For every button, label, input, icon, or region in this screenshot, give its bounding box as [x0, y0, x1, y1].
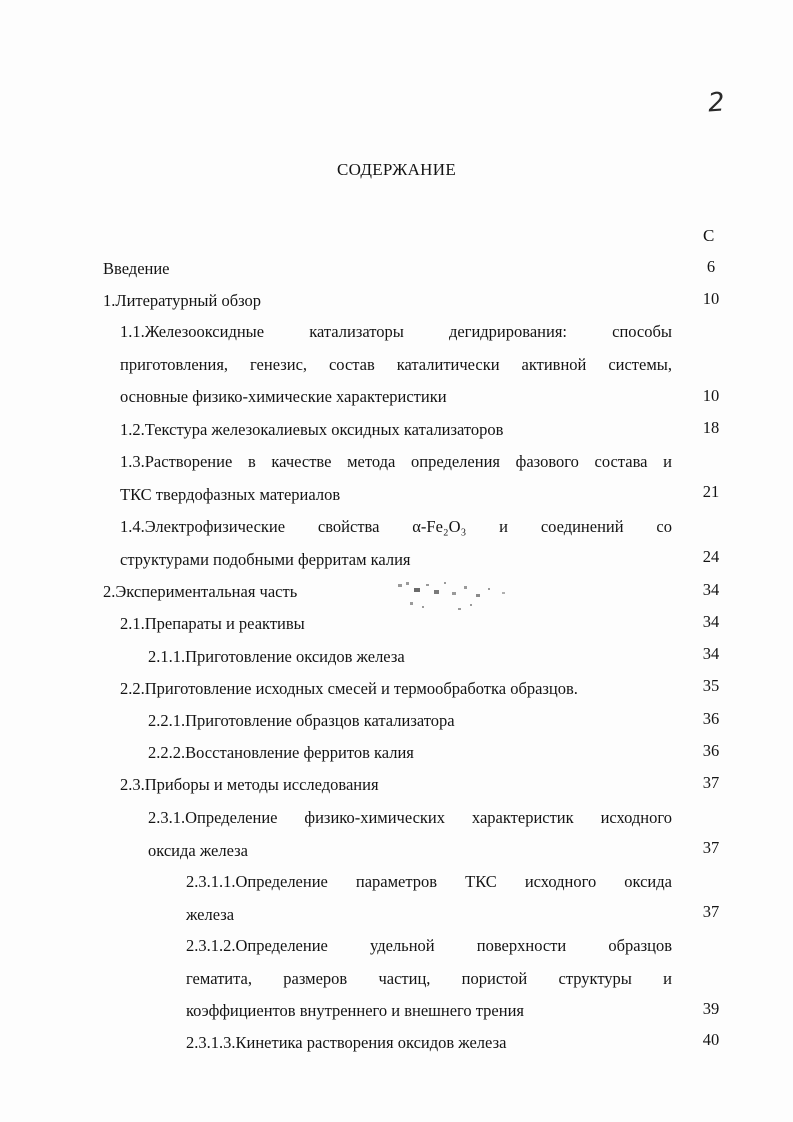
- toc-entry-text: 2.2.2.Восстановление ферритов калия: [148, 743, 414, 762]
- toc-entry-section-2-3-1-1: [186, 866, 672, 931]
- toc-entry-section-2-3-1-2: [186, 930, 672, 1028]
- toc-page-ref: 21: [702, 482, 720, 501]
- toc-page-ref: 40: [702, 1030, 720, 1049]
- toc-entry-text: 2.3.Приборы и методы исследования: [120, 775, 379, 794]
- toc-page-ref: 6: [706, 257, 716, 276]
- toc-page-ref: 34: [702, 612, 720, 631]
- toc-entry-section-1-2: [120, 414, 672, 447]
- toc-entry-section-1-4: [120, 511, 672, 576]
- toc-entry-section-2-3: [120, 769, 672, 802]
- toc-entry-chapter-2: [103, 576, 663, 609]
- toc-entry-text: 2.3.1.3.Кинетика растворения оксидов железа: [186, 1033, 507, 1052]
- toc-page-ref: 24: [702, 547, 720, 566]
- toc-entry-text: 1.Литературный обзор: [103, 291, 262, 310]
- toc-entry-text: ТКС твердофазных материалов: [120, 484, 341, 504]
- toc-entry-section-2-2-1: [148, 705, 672, 738]
- toc-entry-text: железа: [186, 904, 235, 924]
- toc-entry-section-2-2-2: [148, 737, 672, 770]
- toc-entry-section-2-3-1-3: [186, 1027, 672, 1060]
- page-column-header: С: [703, 226, 715, 245]
- toc-entry-text: гематита, размеров частиц, пористой структуры и: [186, 968, 672, 988]
- toc-entry-text: оксида железа: [148, 840, 248, 860]
- toc-page-ref: 34: [702, 580, 720, 599]
- toc-entry-text: 2.Экспериментальная часть: [103, 582, 298, 601]
- toc-entry-text: 1.3.Растворение в качестве метода определения фазового состава и: [120, 452, 672, 471]
- toc-page-ref: 37: [702, 773, 720, 792]
- toc-page-ref: 36: [702, 741, 720, 760]
- toc-entry-section-2-2: [120, 673, 672, 706]
- toc-entry-text: 2.2.1.Приготовление образцов катализатора: [148, 711, 455, 730]
- toc-page-ref: 10: [702, 289, 720, 308]
- toc-entry-chapter-1: [103, 285, 663, 318]
- toc-entry-text: основные физико-химические характеристики: [120, 387, 447, 406]
- toc-entry-section-2-1-1: [148, 641, 672, 674]
- toc-entry-text: 1.1.Железооксидные катализаторы дегидрирования: способы: [120, 322, 672, 341]
- toc-page-ref: 34: [702, 644, 720, 663]
- toc-entry-text: 2.3.1.Определение физико-химических характеристик исходного: [148, 808, 672, 827]
- toc-page-ref: 37: [702, 902, 720, 921]
- handwritten-page-number: 2: [706, 87, 726, 119]
- scan-speckles: [392, 578, 522, 618]
- toc-page-ref: 35: [702, 676, 720, 695]
- toc-entry-text: 2.2.Приготовление исходных смесей и термообработка образцов.: [120, 679, 578, 698]
- toc-entry-text: Введение: [103, 259, 170, 278]
- page-title: СОДЕРЖАНИЕ: [336, 160, 457, 179]
- toc-entry-section-2-3-1: [148, 802, 672, 867]
- toc-page-ref: 37: [702, 838, 720, 857]
- toc-entry-section-1-1: [120, 316, 672, 414]
- toc-entry-introduction: [103, 253, 663, 286]
- toc-entry-text: 1.4.Электрофизические свойства α-Fe₂O₃ и соединений со: [120, 517, 672, 536]
- toc-entry-text: 2.3.1.2.Определение удельной поверхности образцов: [186, 936, 672, 955]
- toc-entry-text: 2.1.1.Приготовление оксидов железа: [148, 647, 405, 666]
- toc-entry-text: 1.2.Текстура железокалиевых оксидных катализаторов: [120, 420, 504, 439]
- toc-entry-text: коэффициентов внутреннего и внешнего трения: [186, 1001, 525, 1020]
- toc-page-ref: 10: [702, 386, 720, 405]
- toc-entry-text: структурами подобными ферритам калия: [120, 549, 411, 569]
- toc-entry-text: 2.3.1.1.Определение параметров ТКС исходного оксида: [186, 872, 672, 891]
- toc-entry-section-1-3: [120, 446, 672, 511]
- toc-page-ref: 18: [702, 418, 720, 437]
- toc-entry-text: приготовления, генезис, состав каталитически активной системы,: [120, 354, 672, 374]
- toc-page-ref: 39: [702, 999, 720, 1018]
- toc-entry-text: 2.1.Препараты и реактивы: [120, 614, 305, 633]
- toc-page-ref: 36: [702, 709, 720, 728]
